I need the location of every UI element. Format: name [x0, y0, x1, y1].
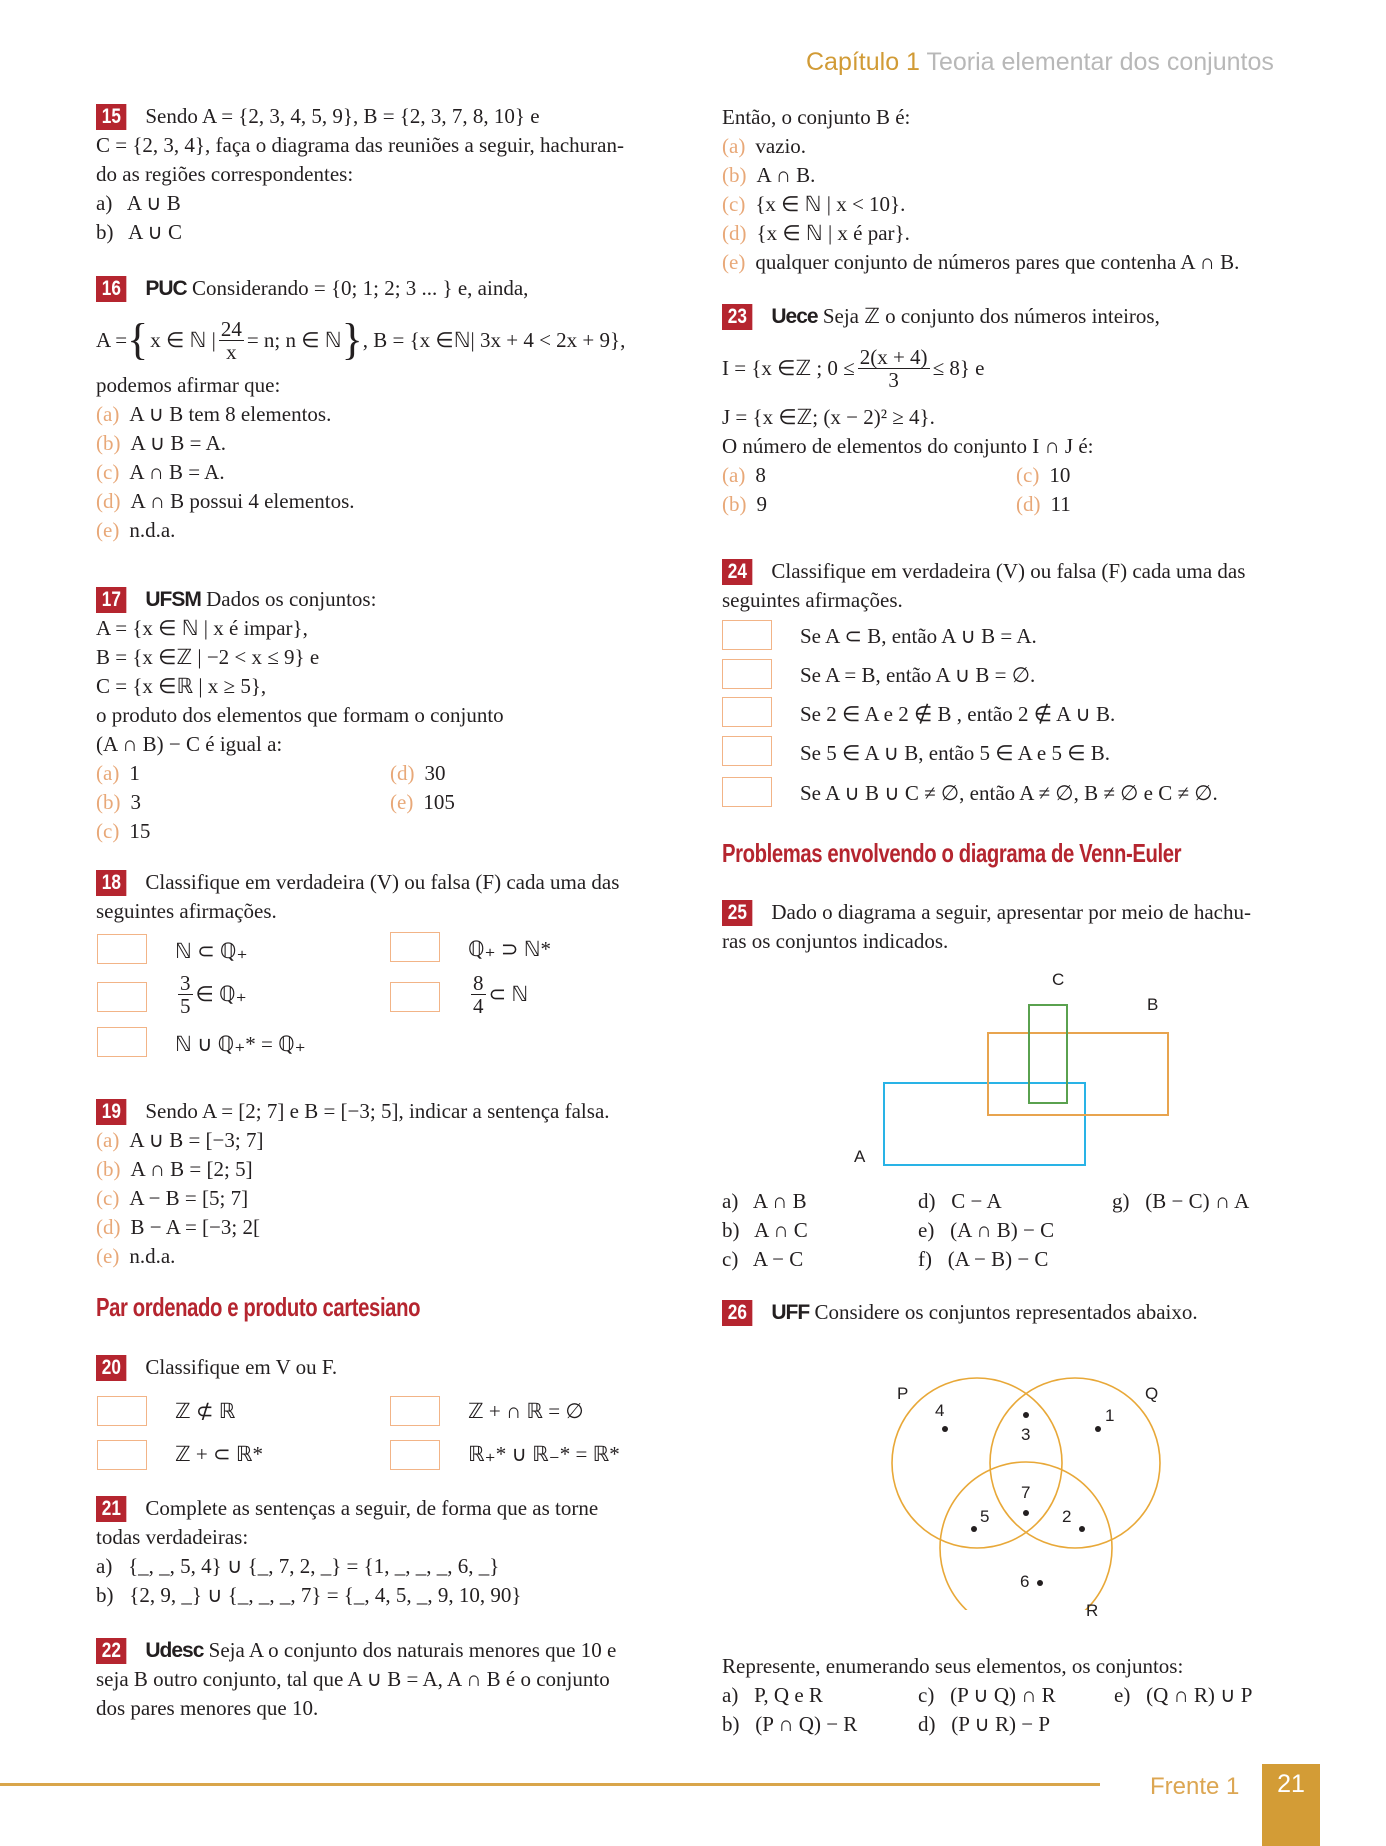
option: (e) n.d.a.	[96, 1244, 176, 1268]
item: b) A ∩ C	[722, 1218, 808, 1242]
option: (c) A − B = [5; 7]	[96, 1186, 249, 1210]
set-p-label: P	[897, 1384, 909, 1403]
answer-box[interactable]	[722, 620, 772, 650]
item: a) A ∪ B	[96, 191, 181, 215]
statement: ℤ + ∩ ℝ = ∅	[468, 1399, 584, 1423]
option: (d) 11	[1016, 492, 1071, 516]
question-16	[96, 274, 625, 545]
answer-box[interactable]	[390, 982, 440, 1012]
statement: Se A = B, então A ∪ B = ∅.	[800, 663, 1036, 687]
question-number: 24	[722, 559, 753, 585]
section-heading: Problemas envolvendo o diagrama de Venn-Euler	[722, 838, 1182, 868]
footer-rule	[0, 1783, 1100, 1786]
question-number: 15	[96, 104, 127, 130]
set-r-label: R	[1086, 1601, 1099, 1620]
set-a-label: A	[854, 1147, 866, 1166]
answer-box[interactable]	[97, 982, 147, 1012]
question-20: 20 Classifique em V ou F.	[96, 1353, 337, 1382]
answer-box[interactable]	[97, 1440, 147, 1470]
footer-label: Frente 1	[1150, 1773, 1240, 1800]
option: (b) A ∩ B.	[722, 163, 816, 187]
option: (b) A ∩ B = [2; 5]	[96, 1157, 253, 1181]
point-6	[1037, 1580, 1043, 1586]
statement: ℚ₊ ⊃ ℕ*	[468, 937, 552, 961]
source-label: Uece	[771, 305, 818, 328]
option: (a) 8	[722, 463, 766, 487]
statement: $\frac{8}{4}$ ⊂ ℕ	[473, 971, 529, 1018]
answer-box[interactable]	[722, 777, 772, 807]
question-26: 26 UFF Considere os conjuntos representados abaixo.	[722, 1298, 1198, 1327]
item: a) P, Q e R	[722, 1683, 823, 1707]
answer-box[interactable]	[97, 1027, 147, 1057]
point-label: 3	[1021, 1425, 1031, 1444]
source-label: Udesc	[145, 1639, 204, 1662]
option: (b) 9	[722, 492, 767, 516]
option: (a) A ∪ B tem 8 elementos.	[96, 402, 332, 426]
item: c) A − C	[722, 1247, 804, 1271]
point-label: 5	[980, 1507, 990, 1526]
item: a) A ∩ B	[722, 1189, 807, 1213]
question-number: 16	[96, 276, 127, 302]
question-17: 17 UFSM Dados os conjuntos: A = {x ∈ ℕ | x é impar}, B = {x ∈ℤ | −2 < x ≤ 9} e C = {x ∈ℝ | x ≥ 5}, o produto dos elementos que formam o conjunto (A ∩ B) − C é igual a: (a) 1 (b) 3 (c) 15 (d) 30 (e) 105	[96, 585, 504, 846]
option: (d) B − A = [−3; 2[	[96, 1215, 260, 1239]
option: (b) A ∪ B = A.	[96, 431, 226, 455]
question-number: 21	[96, 1496, 127, 1522]
option: (d) A ∩ B possui 4 elementos.	[96, 489, 355, 513]
question-number: 25	[722, 900, 753, 926]
question-18: 18 Classifique em verdadeira (V) ou falsa (F) cada uma das seguintes afirmações.	[96, 870, 620, 923]
item: d) C − A	[918, 1189, 1002, 1213]
statement: ℝ₊* ∪ ℝ₋* = ℝ*	[468, 1442, 620, 1466]
set-c-label: C	[1052, 970, 1065, 989]
set-a-rectangle	[884, 1083, 1085, 1165]
item: e) (Q ∩ R) ∪ P	[1114, 1683, 1253, 1707]
answer-box[interactable]	[97, 1396, 147, 1426]
point-2	[1079, 1526, 1085, 1532]
question-number: 17	[96, 587, 127, 613]
point-3	[1023, 1412, 1029, 1418]
statement: ℤ ⊄ ℝ	[175, 1399, 236, 1423]
item: c) (P ∪ Q) ∩ R	[918, 1683, 1056, 1707]
item: b) (P ∩ Q) − R	[722, 1712, 858, 1736]
statement: $\frac{3}{5}$ ∈ ℚ₊	[180, 971, 247, 1018]
statement: Se 2 ∈ A e 2 ∉ B , então 2 ∉ A ∪ B.	[800, 702, 1116, 726]
question-25: 25 Dado o diagrama a seguir, apresentar por meio de hachu- ras os conjuntos indicados.	[722, 900, 1251, 953]
statement: Se A ⊂ B, então A ∪ B = A.	[800, 624, 1037, 648]
statement: Se A ∪ B ∪ C ≠ ∅, então A ≠ ∅, B ≠ ∅ e C ≠ ∅.	[800, 781, 1218, 805]
set-definition-i: I = {x ∈ℤ ; 0 ≤ $\frac{2(x + 4)}{3}$ ≤ 8} e	[722, 344, 985, 392]
option: (d) 30	[390, 761, 446, 785]
statement: Se 5 ∈ A ∪ B, então 5 ∈ A e 5 ∈ B.	[800, 741, 1111, 765]
q26-question: Represente, enumerando seus elementos, os conjuntos: a) P, Q e R b) (P ∩ Q) − R c) (P ∪ Q) ∩ R d) (P ∪ R) − P e) (Q ∩ R) ∪ P	[722, 1652, 1252, 1739]
point-label: 1	[1105, 1406, 1115, 1425]
item: d) (P ∪ R) − P	[918, 1712, 1051, 1736]
point-7	[1023, 1510, 1029, 1516]
source-label: UFSM	[145, 588, 201, 611]
item: b) {2, 9, _} ∪ {_, _, _, 7} = {_, 4, 5, _, 9, 10, 90}	[96, 1583, 522, 1607]
question-number: 22	[96, 1638, 127, 1664]
question-text: C = {2, 3, 4}, faça o diagrama das reuniões a seguir, hachuran-	[96, 133, 624, 157]
answer-box[interactable]	[722, 736, 772, 766]
point-label: 6	[1020, 1572, 1030, 1591]
answer-box[interactable]	[390, 932, 440, 962]
chapter-title: Teoria elementar dos conjuntos	[926, 48, 1274, 76]
option: (c) 10	[1016, 463, 1071, 487]
q25-items	[722, 1187, 1249, 1274]
question-number: 18	[96, 870, 127, 896]
option: (c) {x ∈ ℕ | x < 10}.	[722, 192, 906, 216]
item: g) (B − C) ∩ A	[1112, 1189, 1250, 1213]
question-text: Sendo A = {2, 3, 4, 5, 9}, B = {2, 3, 7, 8, 10} e	[145, 104, 540, 128]
option: (a) A ∪ B = [−3; 7]	[96, 1128, 264, 1152]
statement: ℕ ∪ ℚ₊* = ℚ₊	[175, 1032, 306, 1056]
option: (e) n.d.a.	[96, 518, 176, 542]
answer-box[interactable]	[722, 697, 772, 727]
page-number: 21	[1262, 1764, 1320, 1846]
item: f) (A − B) − C	[918, 1247, 1049, 1271]
answer-box[interactable]	[722, 659, 772, 689]
question-number: 20	[96, 1355, 127, 1381]
chapter-label: Capítulo 1	[806, 48, 920, 76]
statement: ℕ ⊂ ℚ₊	[175, 939, 248, 963]
set-b-label: B	[1147, 995, 1159, 1014]
question-text: do as regiões correspondentes:	[96, 162, 354, 186]
question-15	[96, 102, 624, 247]
option: (c) 15	[96, 819, 151, 843]
question-number: 19	[96, 1099, 127, 1125]
option: (a) vazio.	[722, 134, 807, 158]
rectangle-venn-diagram	[860, 975, 1180, 1175]
section-heading: Par ordenado e produto cartesiano	[96, 1292, 421, 1322]
option: (a) 1	[96, 761, 140, 785]
point-label: 2	[1062, 1507, 1072, 1526]
point-1	[1095, 1426, 1101, 1432]
option: (c) A ∩ B = A.	[96, 460, 225, 484]
item: b) A ∪ C	[96, 220, 182, 244]
question-number: 26	[722, 1300, 753, 1326]
circle-venn-diagram	[860, 1340, 1180, 1610]
item: e) (A ∩ B) − C	[918, 1218, 1055, 1242]
point-label: 7	[1021, 1483, 1031, 1502]
answer-box[interactable]	[390, 1440, 440, 1470]
set-c-rectangle	[1029, 1005, 1067, 1103]
set-definition: A = { x ∈ ℕ | $\frac{24}{x}$ = n; n ∈ ℕ } , B = {x ∈ℕ| 3x + 4 < 2x + 9},	[96, 315, 626, 364]
item: a) {_, _, 5, 4} ∪ {_, 7, 2, _} = {1, _, _, _, 6, _}	[96, 1554, 500, 1578]
option: (e) qualquer conjunto de números pares que contenha A ∩ B.	[722, 250, 1240, 274]
fraction: $\frac{24}{x}$	[220, 316, 242, 364]
option: (d) {x ∈ ℕ | x é par}.	[722, 221, 910, 245]
source-label: UFF	[771, 1301, 810, 1324]
set-b-rectangle	[988, 1033, 1168, 1115]
question-21: 21 Complete as sentenças a seguir, de forma que as torne todas verdadeiras: a) {_, _, 5, 4} ∪ {_, 7, 2, _} = {1, _, _, _, 6, _} b) {2, 9, _} ∪ {_, _, _, 7} = {_, 4, 5, _, 9, 10, 90}	[96, 1494, 598, 1610]
option: (e) 105	[390, 790, 455, 814]
answer-box[interactable]	[97, 934, 147, 964]
point-5	[971, 1526, 977, 1532]
answer-box[interactable]	[390, 1396, 440, 1426]
question-text: podemos afirmar que:	[96, 373, 281, 397]
question-23: 23 Uece Seja ℤ o conjunto dos números inteiros, I = {x ∈ℤ ; 0 ≤ $\frac{2(x + 4)}{3}$ ≤ 8} e J = {x ∈ℤ; (x − 2)² ≥ 4}. O número de elementos do conjunto I ∩ J é: (a) 8 (b) 9 (c) 10 (d) 11	[722, 302, 1160, 519]
option: (b) 3	[96, 790, 141, 814]
question-19: 19 Sendo A = [2; 7] e B = [−3; 5], indicar a sentença falsa. (a) A ∪ B = [−3; 7] (b) A ∩ B = [2; 5] (c) A − B = [5; 7] (d) B − A = [−3; 2[ (e) n.d.a.	[96, 1097, 610, 1271]
statement: ℤ + ⊂ ℝ*	[175, 1442, 263, 1466]
question-24: 24 Classifique em verdadeira (V) ou falsa (F) cada uma das seguintes afirmações.	[722, 559, 1246, 612]
point-4	[942, 1426, 948, 1432]
set-definition-j: J = {x ∈ℤ; (x − 2)² ≥ 4}.	[722, 405, 935, 429]
question-22: 22 Udesc Seja A o conjunto dos naturais menores que 10 e seja B outro conjunto, tal que A ∪ B = A, A ∩ B é o conjunto dos pares menores que 10.	[96, 1638, 617, 1720]
running-header	[806, 48, 1274, 77]
question-text: Considerando = {0; 1; 2; 3 ... } e, ainda,	[191, 276, 529, 300]
question-22-continued: Então, o conjunto B é: (a) vazio. (b) A ∩ B. (c) {x ∈ ℕ | x < 10}. (d) {x ∈ ℕ | x é par}. (e) qualquer conjunto de números pares que contenha A ∩ B.	[722, 103, 1239, 277]
question-number: 23	[722, 304, 753, 330]
set-q-label: Q	[1145, 1384, 1159, 1403]
source-label: PUC	[145, 277, 187, 300]
point-label: 4	[935, 1401, 945, 1420]
